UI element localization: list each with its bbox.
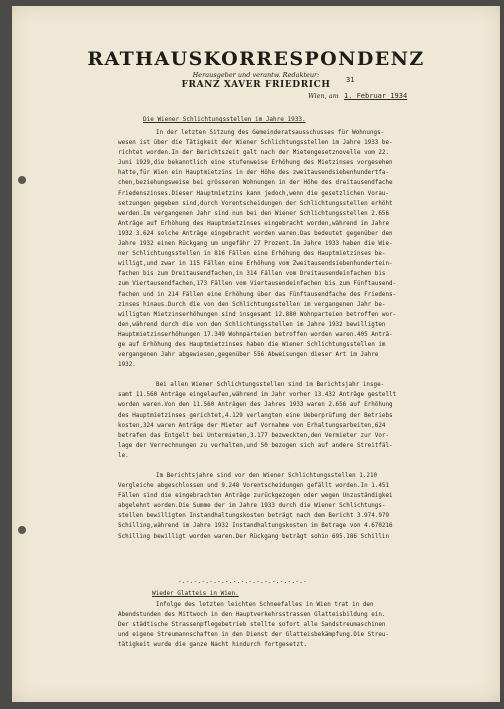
text-line: zinses hinaus.Durch die von den Schlichtungsstellen im vergangenen Jahr be-: [118, 301, 386, 308]
text-line: fachen bis zum Dreitausendfachen,in 314 Fällen vom Dreitausendeinfachen bis: [118, 271, 386, 278]
text-line: betrafen das Entgelt bei Untermieten,3.177 bezweckten,den Vermieter zur Vor-: [118, 432, 390, 439]
text-line: ge auf Erhöhung des Hauptmietzinses haben die Wiener Schlichtungsstellen im: [118, 341, 386, 348]
text-line: le.: [118, 452, 129, 459]
text-line: zum Viertausendfachen,173 Fällen vom Viertausendeinfachen bis zum Fünftausend-: [118, 281, 397, 288]
text-line: Fällen sind die eingebrachten Anträge zurückgezogen oder wegen Unzuständigkei: [118, 493, 393, 500]
text-line: Friedenszinses.Dieser Hauptmietzins kann jedoch,wenn die gesetzlichen Vorau-: [118, 190, 390, 197]
article-body: [118, 600, 480, 650]
text-line: und eigene Streumannschaften in den Dienst der Glatteisbekämpfung.Die Streu-: [118, 632, 390, 639]
date-prefix: Wien, am: [308, 92, 339, 100]
text-line: wesen ist über die Tätigkeit der Wiener Schlichtungsstellen im Jahre 1933 be-: [118, 140, 393, 147]
text-line: kosten,324 waren Anträge der Mieter auf Vornahme von Erhaltungsarbeiten,624: [118, 422, 386, 429]
text-line: Schilling,während im Jahre 1932 Instandhaltungskosten im Betrage von 4.670216: [118, 523, 393, 530]
text-line: lage der Verrechnungen zu verhalten,und 50 bezogen sich auf andere Streitfäl-: [118, 442, 393, 449]
text-line: vergangenen Jahr abgewiesen,gegenüber 556 Abweisungen dieser Art im Jahre: [118, 352, 379, 359]
editor-name: FRANZ XAVER FRIEDRICH: [181, 80, 331, 90]
punch-hole: [18, 176, 26, 184]
text-line: tätigkeit wurde die ganze Nacht hindurch fortgesetzt.: [118, 642, 308, 649]
text-line: abgelehnt worden.Die Summe der im Jahre 1933 durch die Wiener Schlichtungs-: [118, 503, 386, 510]
text-line: werden.Im vergangenen Jahr sind nun bei den Wiener Schlichtungsstellen 2.656: [118, 210, 390, 217]
publisher-line: Herausgeber und verantw. Redakteur:: [192, 71, 320, 79]
article-title: Die Wiener Schlichtungsstellen im Jahre 1933.: [143, 116, 306, 123]
text-line: des Hauptmietzinses gerichtet,4.129 verlangten eine Ueberprüfung der Betriebs: [118, 412, 393, 419]
text-line: In der letzten Sitzung des Gemeinderatsausschusses für Wohnungs-: [156, 130, 385, 136]
text-line: Infolge des letzten leichten Schneefalles in Wien trat in den: [156, 602, 374, 608]
page-number: 31: [346, 76, 355, 84]
text-line: ner Schlichtungsstellen in 816 Fällen eine Erhöhung des Hauptmietzinses be-: [118, 251, 386, 258]
text-line: fachen und in 214 Fällen eine Erhöhung über das Fünftausendfache des Friedens-: [118, 291, 397, 298]
text-line: Bei allen Wiener Schlichtungsstellen sind im Berichtsjahr insge-: [156, 382, 385, 389]
text-line: 1932 3.624 solche Anträge eingebracht worden waren.Das bedeutet gegenüber den: [118, 230, 393, 237]
text-line: samt 11.560 Anträge eingelaufen,während im Jahr vorher 13.432 Anträge gestellt: [118, 392, 397, 399]
letterhead: [12, 48, 500, 91]
punch-hole: [18, 526, 26, 534]
text-line: Der städtische Strassenpflegebetrieb stellte sofort alle Sandstreumaschinen: [118, 622, 386, 629]
text-line: 1932.: [118, 362, 136, 369]
masthead-title: RATHAUSKORRESPONDENZ: [87, 48, 425, 70]
dateline: [308, 92, 407, 100]
text-line: Abendstunden des Mittwoch in den Hauptverkehrsstrassen Glatteisbildung ein.: [118, 612, 386, 619]
text-line: Hauptmietzinserhöhungen 17.349 Wohnparteien betroffen worden waren.405 Anträ-: [118, 331, 393, 338]
document-page: [12, 6, 500, 702]
text-line: Anträge auf Erhöhung des Hauptmietzinses eingebracht worden,während im Jahre: [118, 220, 390, 227]
text-line: worden waren.Von den 11.560 Anträgen des Jahres 1933 waren 2.656 auf Erhöhung: [118, 402, 393, 409]
text-line: Vergleiche abgeschlossen und 9.248 Vorentscheidungen gefällt worden.In 1.451: [118, 483, 390, 490]
text-line: willigten Mietzinserhöhungen sind insgesamt 12.880 Wohnparteien betroffen wor-: [118, 311, 397, 318]
article-title: Wieder Glatteis in Wien.: [152, 590, 239, 597]
text-line: Im Berichtsjahre sind vor den Wiener Schlichtungsstellen 1.210: [156, 473, 378, 479]
text-line: hatte,für Wien ein Hauptmietzins in der Höhe des zweitausendsiebenhundertfa-: [118, 170, 390, 177]
text-line: willigt,und zwar in 115 Fällen eine Erhöhung vom Zweitausendsiebenhundertein-: [118, 261, 393, 268]
article-body: [118, 128, 480, 542]
text-line: richtet worden.In der Berichtszeit galt nach der Mietengesetznovelle vom 22.: [118, 150, 390, 157]
text-line: stellen bewilligten Instandhaltungskosten beträgt nach dem Bericht 3.974.979: [118, 513, 390, 520]
text-line: Jahre 1932 einen Rückgang um ungefähr 27 Prozent.Im Jahre 1933 haben die Wie-: [118, 241, 393, 248]
text-line: den,während durch die von den Schlichtungsstellen im Jahre 1932 bewilligten: [118, 321, 386, 328]
section-separator: -.-.-.-.-.-.-.-.-.-.-.-.-.-.-.-.-: [178, 578, 308, 585]
date-value: 1. Februar 1934: [343, 92, 408, 100]
text-line: Schilling bewilligt worden waren.Der Rückgang beträgt sohin 695.186 Schillin: [118, 533, 390, 540]
text-line: chen,beziehungsweise bei grösseren Wohnungen in der Höhe des dreitausendfache: [118, 180, 393, 187]
text-line: Juni 1929,die bekanntlich eine stufenweise Erhöhung des Mietzinses vorgesehen: [118, 160, 393, 167]
text-line: setzungen gegeben sind,durch Vorentscheidungen der Schlichtungsstellen erhöht: [118, 200, 393, 207]
